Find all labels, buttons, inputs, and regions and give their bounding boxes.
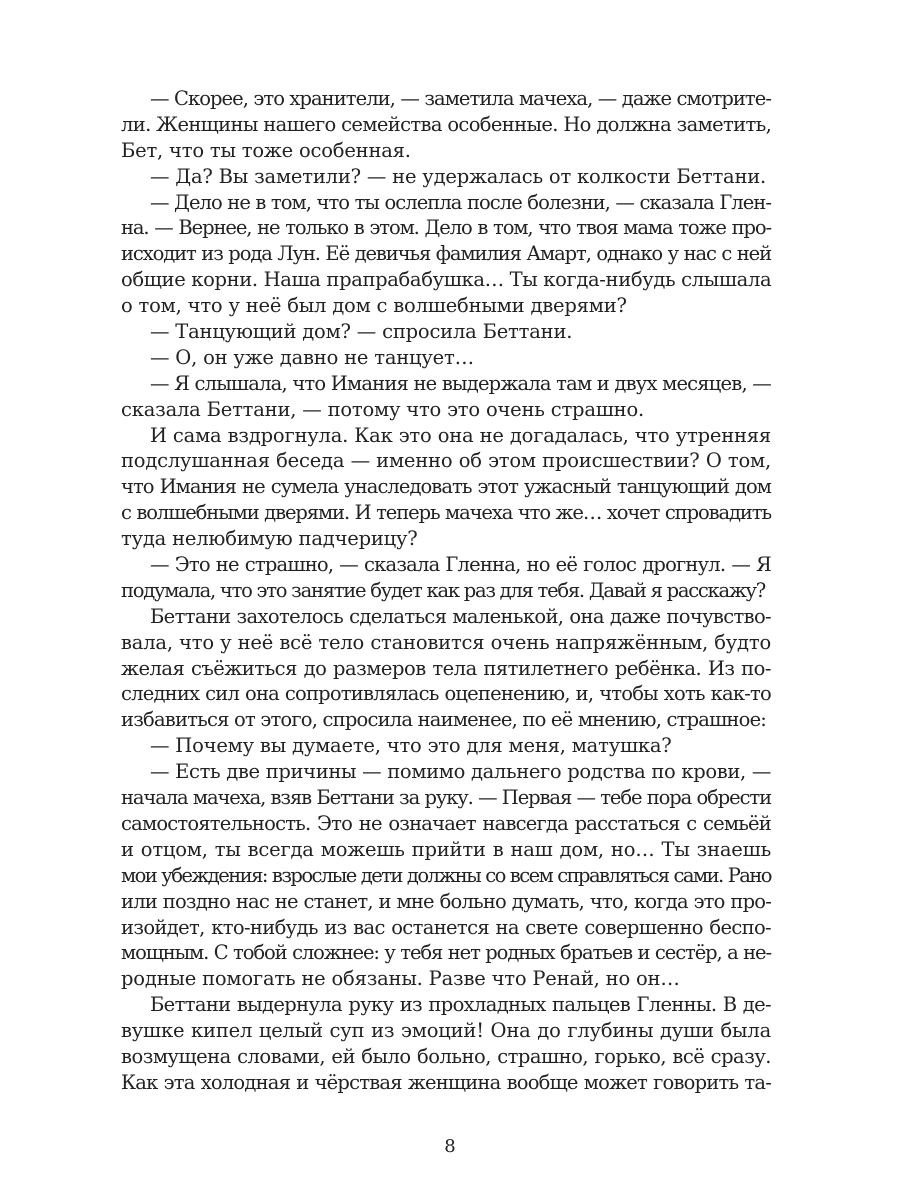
text-line: — О, он уже давно не танцует… — [150, 345, 474, 369]
text-line: самостоятельность. Это не означает навсегда расстаться с семьёй — [121, 811, 771, 835]
text-line: подумала, что это занятие будет как раз для тебя. Давай я расскажу? — [121, 578, 765, 602]
text-line: родные помогать не обязаны. Разве что Ренай, но он… — [121, 967, 680, 991]
text-line: желая съёжиться до размеров тела пятилетнего ребёнка. Из по- — [121, 656, 771, 680]
text-line: — Скорее, это хранители, — заметила мачеха, — даже смотрите- — [150, 87, 771, 110]
text-line: изойдет, кто-нибудь из вас останется на свете совершенно беспо- — [121, 915, 771, 939]
text-line: на. — Вернее, не только в этом. Дело в том, что твоя мама тоже про- — [121, 216, 771, 240]
text-line: исходит из рода Лун. Её девичья фамилия Амарт, однако у нас с ней — [121, 242, 771, 266]
text-line: мои убеждения: взрослые дети должны со всем справляться сами. Рано — [121, 863, 771, 887]
text-line: — Это не страшно, — сказала Гленна, но её голос дрогнул. — Я — [150, 553, 771, 577]
text-line: возмущена словами, ей было больно, страшно, горько, всё сразу. — [121, 1044, 771, 1068]
text-line: начала мачеха, взяв Беттани за руку. — Первая — тебе пора обрести — [121, 786, 771, 810]
text-line: Беттани выдернула руку из прохладных пальцев Гленны. В де- — [150, 993, 771, 1017]
text-line: подслушанная беседа — именно об этом происшествии? О том, — [121, 449, 771, 473]
text-line: — Я слышала, что Имания не выдержала там и двух месяцев, — — [150, 371, 771, 395]
text-line: Бет, что ты тоже особенная. — [121, 138, 411, 162]
text-line: ли. Женщины нашего семейства особенные. Но должна заметить, — [121, 112, 772, 136]
text-line: туда нелюбимую падчерицу? — [121, 527, 418, 551]
text-line: с волшебными дверями. И теперь мачеха что же… хочет спровадить — [121, 501, 771, 525]
text-line: — Да? Вы заметили? — не удержалась от колкости Беттани. — [150, 164, 767, 188]
text-line: о том, что у неё был дом с волшебными дверями? — [121, 294, 627, 318]
text-line: — Есть две причины — помимо дальнего родства по крови, — — [150, 760, 771, 784]
text-line: избавиться от этого, спросила наименее, по её мнению, страшное: — [121, 708, 767, 732]
text-line: общие корни. Наша прапрабабушка… Ты когда-нибудь слышала — [121, 268, 772, 292]
text-line: мощным. С тобой сложнее: у тебя нет родных братьев и сестёр, а не- — [121, 941, 771, 965]
text-line: следних сил она сопротивлялась оцепенению, и, чтобы хоть как-то — [121, 682, 771, 706]
text-line: сказала Беттани, — потому что это очень страшно. — [121, 397, 645, 421]
body-text — [121, 86, 771, 1096]
text-line: И сама вздрогнула. Как это она не догадалась, что утренняя — [150, 423, 771, 447]
text-line: — Почему вы думаете, что это для меня, матушка? — [150, 734, 672, 758]
text-line: что Имания не сумела унаследовать этот ужасный танцующий дом — [121, 475, 771, 499]
text-line: — Дело не в том, что ты ослепла после болезни, — сказала Глен- — [150, 190, 771, 214]
text-line: и отцом, ты всегда можешь прийти в наш дом, но… Ты знаешь — [121, 837, 771, 861]
page-number: 8 — [444, 1136, 456, 1157]
text-line: Как эта холодная и чёрствая женщина вообще может говорить та- — [121, 1070, 771, 1094]
text-line: или поздно нас не станет, и мне больно думать, что, когда это про- — [121, 889, 771, 913]
text-line: вушке кипел целый суп из эмоций! Она до глубины души была — [121, 1019, 771, 1043]
text-line: Беттани захотелось сделаться маленькой, она даже почувство- — [150, 604, 771, 628]
text-line: — Танцующий дом? — спросила Беттани. — [150, 320, 573, 344]
text-line: вала, что у неё всё тело становится очень напряжённым, будто — [121, 630, 771, 654]
